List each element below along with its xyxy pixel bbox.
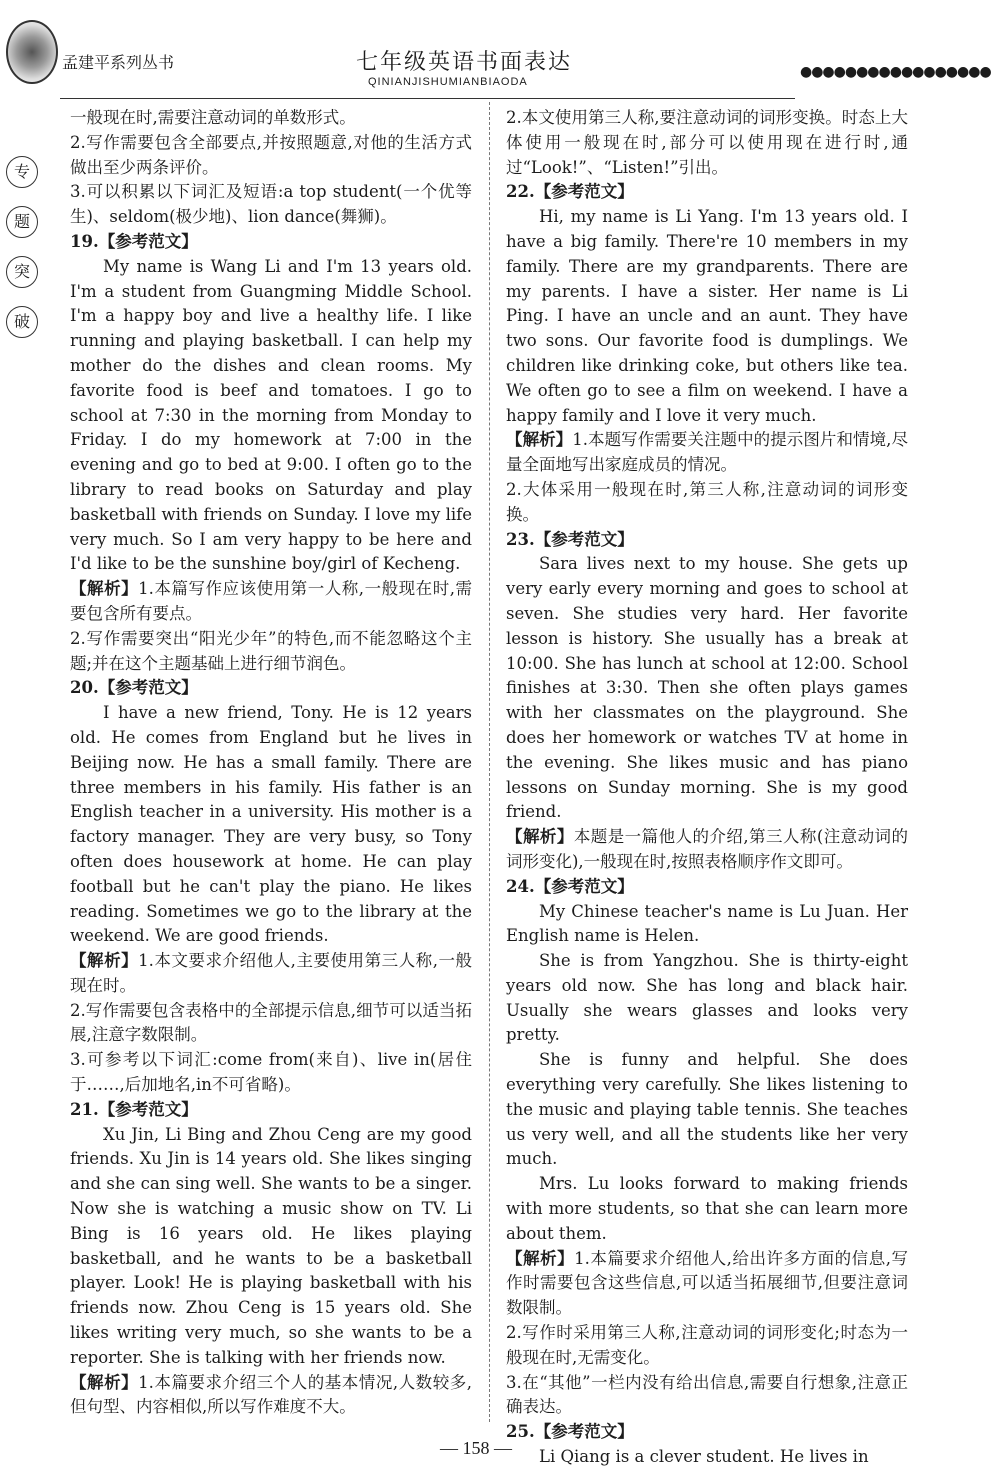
reference-essay-tag: 【参考范文】 bbox=[98, 678, 198, 698]
analysis-text: 本题是一篇他人的介绍,第三人称(注意动词的词形变化),一般现在时,按照表格顺序作文即可。 bbox=[506, 827, 909, 871]
analysis-text: 2.本文使用第三人称,要注意动词的词形变换。时态上大体使用一般现在时,部分可以使用现在进行时,通过“Look!”、“Listen!”引出。 bbox=[506, 108, 908, 177]
side-badge-1: 专 bbox=[6, 156, 38, 188]
analysis-tag: 【解析】 bbox=[70, 951, 139, 971]
reference-essay-tag: 【参考范文】 bbox=[98, 1099, 198, 1119]
analysis-text: 3.可以积累以下词汇及短语:a top student(一个优等生)、seldom(极少地)、lion dance(舞狮)。 bbox=[70, 182, 472, 227]
analysis-text: 2.写作需要包含全部要点,并按照题意,对他的生活方式做出至少两条评价。 bbox=[70, 132, 472, 177]
section-heading bbox=[70, 230, 472, 255]
essay-paragraph: Hi, my name is Li Yang. I'm 13 years old. I have a big family. There're 10 members in my family. There are my grandparents. There are my parents. I have a sister. Her name is Li Ping. I have an uncle and an aunt. They have two sons. Our favorite food is dumplings. We children like drinking coke, but others like tea. We often go to see a film on weekend. I have a happy family and I love it very much. bbox=[506, 207, 908, 425]
analysis-text: 1.本题写作需要关注题中的提示图片和情境,尽量全面地写出家庭成员的情况。 bbox=[506, 430, 908, 475]
analysis-note bbox=[506, 1371, 908, 1421]
essay-paragraph: She is funny and helpful. She does everything very carefully. She likes listening to the music and playing table tennis. She teaches us very well, and all the students like her very much. bbox=[506, 1050, 908, 1169]
analysis-tag: 【解析】 bbox=[506, 1248, 575, 1268]
analysis-text: 一般现在时,需要注意动词的单数形式。 bbox=[70, 108, 356, 127]
analysis-note bbox=[70, 577, 472, 627]
page-header bbox=[0, 0, 1000, 100]
analysis-tag: 【解析】 bbox=[70, 1372, 139, 1392]
essay-paragraph: Sara lives next to my house. She gets up very early every morning and goes to school at seven. She studies very hard. Her favorite lesson is history. She usually has a break at 10:00. She has lunch at school at 12:00. School finishes at 3:30. Then she often plays games with her classmates on the playground. She does her homework or watches TV at home in the evening. She likes music and has piano lessons on Sunday morning. She is my good friend. bbox=[506, 554, 908, 822]
analysis-note bbox=[506, 428, 908, 478]
section-heading bbox=[70, 676, 472, 701]
side-badge-4: 破 bbox=[6, 306, 38, 338]
series-logo-icon bbox=[6, 20, 58, 84]
section-number: 25. bbox=[506, 1422, 535, 1442]
section-heading bbox=[506, 180, 908, 205]
reference-essay-tag: 【参考范文】 bbox=[534, 1422, 634, 1442]
analysis-tag: 【解析】 bbox=[70, 579, 139, 599]
essay-paragraph: Xu Jin, Li Bing and Zhou Ceng are my good friends. Xu Jin is 14 years old. She likes singing and she can sing well. She wants to be a singer. Now she is watching a music show on TV. Li Bing is 16 years old. He likes playing basketball, and he wants to be a basketball player. Look! He is playing basketball with his friends now. Zhou Ceng is 15 years old. She likes writing very much, so she wants to be a reporter. She is talking with her friends now. bbox=[70, 1124, 472, 1367]
section-number: 19. bbox=[70, 231, 99, 251]
analysis-note bbox=[70, 949, 472, 999]
analysis-note bbox=[70, 1371, 472, 1421]
analysis-text: 1.本篇写作应该使用第一人称,一般现在时,需要包含所有要点。 bbox=[70, 579, 473, 623]
analysis-note bbox=[506, 106, 908, 180]
analysis-note bbox=[70, 1048, 472, 1098]
analysis-text: 1.本篇要求介绍他人,给出许多方面的信息,写作时需要包含这些信息,可以适当拓展细节,但要注意词数限制。 bbox=[506, 1248, 909, 1318]
section-heading bbox=[506, 1420, 908, 1445]
section-number: 20. bbox=[70, 678, 99, 698]
analysis-text: 2.写作需要突出“阳光少年”的特色,而不能忽略这个主题;并在这个主题基础上进行细节润色。 bbox=[70, 628, 472, 673]
analysis-note bbox=[70, 180, 472, 230]
section-number: 22. bbox=[506, 182, 535, 202]
analysis-text: 1.本文要求介绍他人,主要使用第三人称,一般现在时。 bbox=[70, 951, 473, 995]
side-badge-3: 突 bbox=[6, 256, 38, 288]
section-heading bbox=[506, 528, 908, 553]
page-number: — 158 — bbox=[440, 1438, 512, 1458]
analysis-text: 2.写作需要包含表格中的全部提示信息,细节可以适当拓展,注意字数限制。 bbox=[70, 1000, 472, 1045]
analysis-text: 1.本篇要求介绍三个人的基本情况,人数较多,但句型、内容相似,所以写作难度不大。 bbox=[70, 1372, 473, 1417]
section-number: 24. bbox=[506, 876, 535, 896]
analysis-note bbox=[506, 478, 908, 528]
essay-paragraph: She is from Yangzhou. She is thirty-eight years old now. She has long and black hair. Usually she wears glasses and looks very pretty. bbox=[506, 951, 908, 1045]
decorative-dots: ●●●●●●●●●●●●●●●●● bbox=[800, 64, 991, 80]
analysis-note bbox=[506, 1321, 908, 1371]
section-heading bbox=[506, 875, 908, 900]
analysis-text: 2.大体采用一般现在时,第三人称,注意动词的词形变换。 bbox=[506, 479, 908, 524]
series-name: 孟建平系列丛书 bbox=[62, 53, 175, 72]
right-column bbox=[506, 106, 908, 1470]
section-heading bbox=[70, 1098, 472, 1123]
analysis-note bbox=[70, 999, 472, 1049]
essay-paragraph: My Chinese teacher's name is Lu Juan. Her English name is Helen. bbox=[506, 901, 908, 946]
essay-paragraph: My name is Wang Li and I'm 13 years old. I'm a student from Guangming Middle School. I'm a happy boy and live a healthy life. I like running and playing basketball. I can help my mother do the dishes and clean rooms. My favorite food is beef and tomatoes. I go to school at 7:30 in the morning from Monday to Friday. I do my homework at 7:00 in the evening and go to bed at 9:00. I often go to the library to read books on Saturday and play basketball with friends on Sunday. I love my life very much. So I am very happy to be here and I'd like to be the sunshine boy/girl of Kecheng. bbox=[70, 256, 472, 574]
analysis-note bbox=[70, 131, 472, 181]
analysis-note bbox=[506, 1247, 908, 1321]
essay-paragraph: Li Qiang is a clever student. He lives in bbox=[539, 1447, 869, 1467]
analysis-text: 3.可参考以下词汇:come from(来自)、live in(居住于……,后加地名,in不可省略)。 bbox=[70, 1050, 472, 1095]
analysis-tag: 【解析】 bbox=[506, 827, 574, 847]
section-number: 21. bbox=[70, 1099, 99, 1119]
analysis-note bbox=[70, 627, 472, 677]
reference-essay-tag: 【参考范文】 bbox=[534, 876, 634, 896]
section-number: 23. bbox=[506, 529, 535, 549]
column-divider bbox=[489, 102, 490, 1422]
essay-paragraph: Mrs. Lu looks forward to making friends with more students, so that she can learn more about them. bbox=[506, 1174, 908, 1243]
analysis-note bbox=[70, 106, 472, 131]
header-rule bbox=[60, 98, 795, 99]
essay-paragraph: I have a new friend, Tony. He is 12 years old. He comes from England but he lives in Beijing now. He has a small family. There are three members in his family. His father is an English teacher in a university. His mother is a factory manager. They are very busy, so Tony often does housework at home. He can play football but he can't play the piano. He likes reading. Sometimes we go to the library at the weekend. We are good friends. bbox=[70, 703, 472, 946]
book-title-pinyin: QINIANJISHUMIANBIAODA bbox=[368, 76, 528, 88]
side-badge-2: 题 bbox=[6, 206, 38, 238]
analysis-text: 3.在“其他”一栏内没有给出信息,需要自行想象,注意正确表达。 bbox=[506, 1372, 908, 1417]
reference-essay-tag: 【参考范文】 bbox=[98, 231, 198, 251]
left-column bbox=[70, 106, 472, 1420]
analysis-tag: 【解析】 bbox=[506, 430, 573, 450]
analysis-note bbox=[506, 825, 908, 875]
book-title: 七年级英语书面表达 bbox=[356, 50, 573, 75]
reference-essay-tag: 【参考范文】 bbox=[534, 529, 634, 549]
analysis-text: 2.写作时采用第三人称,注意动词的词形变化;时态为一般现在时,无需变化。 bbox=[506, 1323, 908, 1367]
reference-essay-tag: 【参考范文】 bbox=[534, 182, 634, 202]
